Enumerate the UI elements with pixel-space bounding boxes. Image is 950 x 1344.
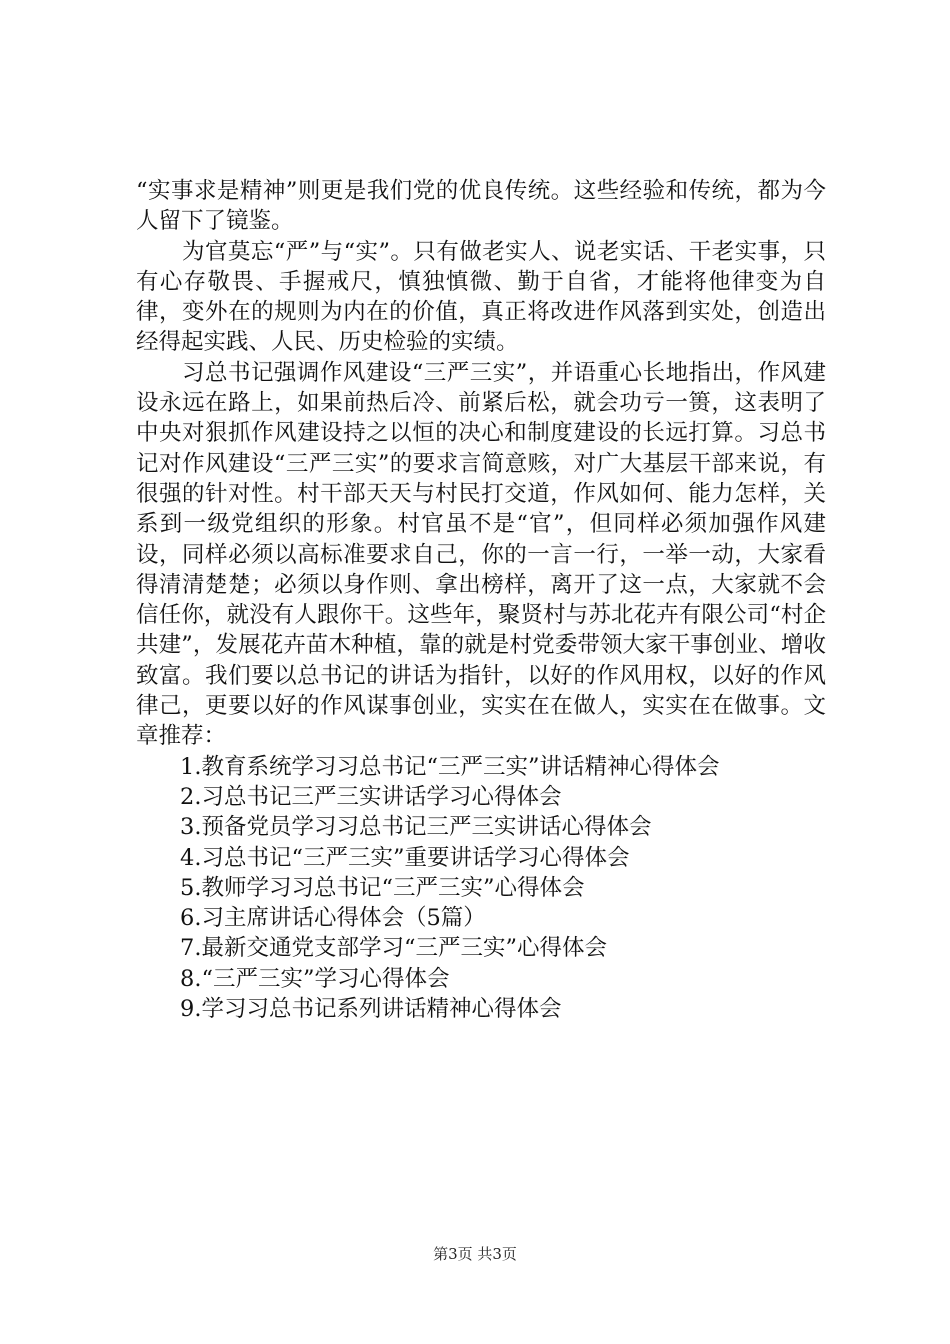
recommended-article-link[interactable]: 7.最新交通党支部学习“三严三实”心得体会 xyxy=(180,935,607,962)
recommended-article-link[interactable]: 2.习总书记三严三实讲话学习心得体会 xyxy=(180,783,562,810)
paragraph: 为官莫忘“严”与“实”。只有做老实人、说老实话、干老实事，只有心存敬畏、手握戒尺，慎独慎微、勤于自省，才能将他律变为自律，变外在的规则为内在的价值，真正将改进作风落到实处，创造出经得起实践、人民、历史检验的实绩。 xyxy=(136,238,826,356)
recommended-article-link[interactable]: 8.“三严三实”学习心得体会 xyxy=(180,965,450,992)
recommended-articles-list xyxy=(136,752,826,1025)
paragraph: 习总书记强调作风建设“三严三实”，并语重心长地指出，作风建设永远在路上，如果前热后冷、前紧后松，就会功亏一篑，这表明了中央对狠抓作风建设持之以恒的决心和制度建设的长远打算。习总书记对作风建设“三严三实”的要求言简意赅，对广大基层干部来说，有很强的针对性。村干部天天与村民打交道，作风如何、能力怎样，关系到一级党组织的形象。村官虽不是“官”，但同样必须加强作风建设，同样必须以高标准要求自己，你的一言一行，一举一动，大家看得清清楚楚；必须以身作则、拿出榜样，离开了这一点，大家就不会信任你，就没有人跟你干。这些年，聚贤村与苏北花卉有限公司“村企共建”，发展花卉苗木种植，靠的就是村党委带领大家干事创业、增收致富。我们要以总书记的讲话为指针，以好的作风用权，以好的作风律己，更要以好的作风谋事创业，实实在在做人，实实在在做事。文章推荐： xyxy=(136,359,826,750)
document-body xyxy=(136,176,826,1024)
paragraph-continuation: “实事求是精神”则更是我们党的优良传统。这些经验和传统，都为今人留下了镜鉴。 xyxy=(136,178,826,235)
recommended-article-link[interactable]: 9.学习习总书记系列讲话精神心得体会 xyxy=(180,996,562,1023)
page-number-footer: 第3页 共3页 xyxy=(433,1245,517,1263)
recommended-article-link[interactable]: 5.教师学习习总书记“三严三实”心得体会 xyxy=(180,874,585,901)
recommended-article-link[interactable]: 3.预备党员学习习总书记三严三实讲话心得体会 xyxy=(180,814,652,841)
recommended-article-link[interactable]: 4.习总书记“三严三实”重要讲话学习心得体会 xyxy=(180,844,630,871)
recommended-article-link[interactable]: 6.习主席讲话心得体会（5篇） xyxy=(180,905,486,932)
recommended-article-link[interactable]: 1.教育系统学习习总书记“三严三实”讲话精神心得体会 xyxy=(180,753,720,780)
